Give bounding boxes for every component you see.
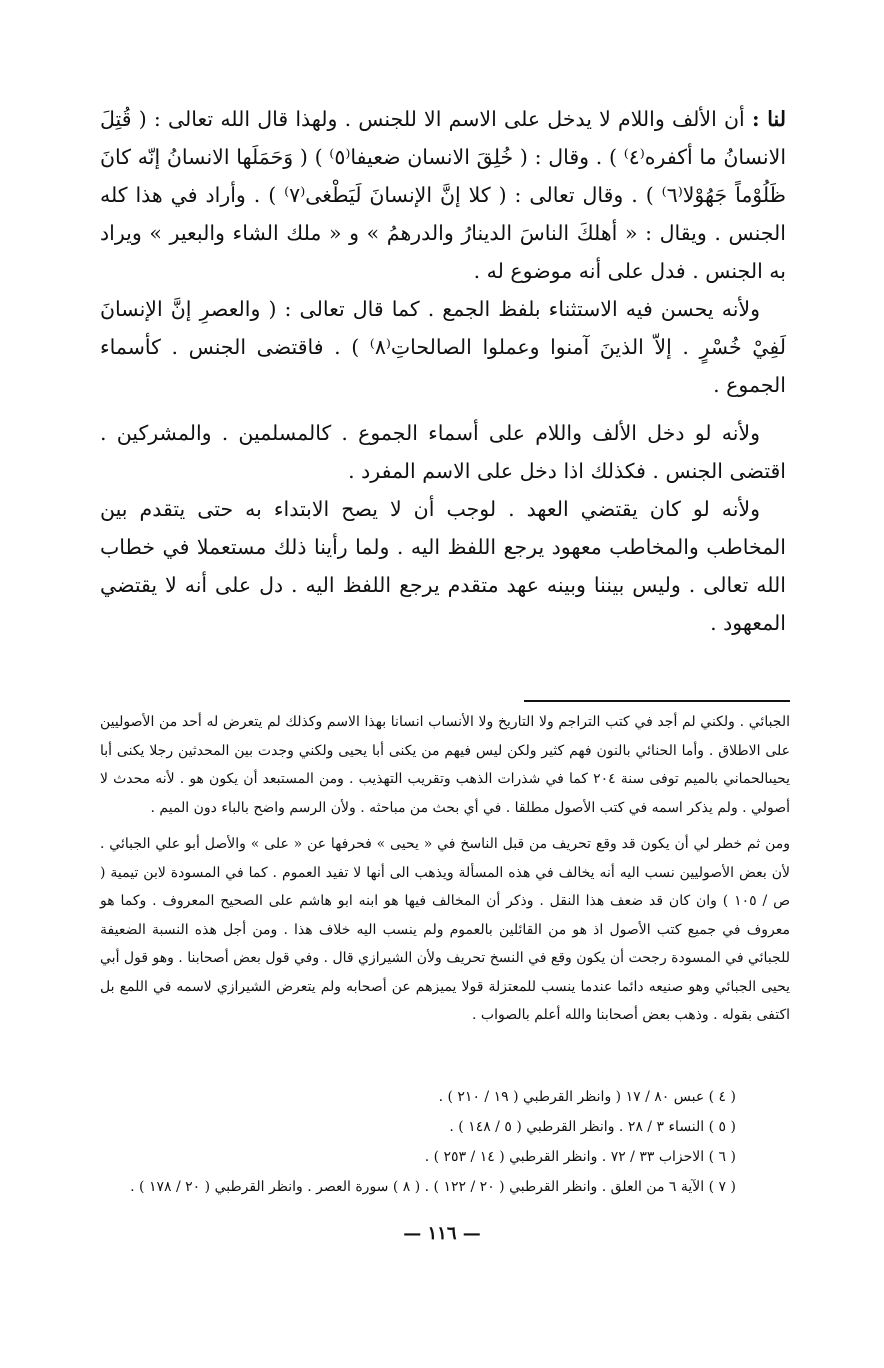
footnote-paragraph: ومن ثم خطر لي أن يكون قد وقع تحريف من قبل الناسخ في « يحيى » فحرفها عن « على » والأصل أبو علي الجبائي . لأن بعض الأصوليين نسب اليه أنه يخالف في هذه المسألة ويذهب الى أنها لا تفيد العموم . كما في المسودة لابن تيمية ( ص / ١٠٥ ) وان كان قد ضعف هذا النقل . وذكر أن المخالف فيها هو ابنه ابو هاشم على الصحيح المعروف . وكما هو معروف في جميع كتب الأصول اذ هو من القائلين بالعموم ولم ينسب اليه خلاف هذا . ومن أجل هذه النسبة الضعيفة للجبائي في المسودة رجحت أن يكون وقع في النسخ تحريف ولأن الشيرازي قال . وفي قول بعض أصحابنا . وهو قول أبي يحيى الجبائي وهو صنيعه دائما عندما ينسب للمعتزلة قولا يميزهم عن أصحابه ولم يتعرض الشيرازي لاسمه في اللمع بل اكتفى بقوله . وذهب بعض أصحابنا والله أعلم بالصواب . xyxy=(100,836,790,1023)
reference-notes xyxy=(100,1082,736,1202)
reference-note-6: ( ٦ ) الاحزاب ٣٣ / ٧٢ . وانظر القرطبي ( ١٤ / ٢٥٣ ) . xyxy=(424,1149,736,1165)
page-number: — ١١٦ — xyxy=(403,1223,481,1244)
footnote-separator xyxy=(524,700,790,702)
reference-note-5: ( ٥ ) النساء ٣ / ٢٨ . وانظر القرطبي ( ٥ / ١٤٨ ) . xyxy=(449,1119,736,1135)
footnotes xyxy=(100,708,790,1030)
reference-note-4: ( ٤ ) عبس ٨٠ / ١٧ ( وانظر القرطبي ( ١٩ / ٢١٠ ) . xyxy=(438,1089,736,1105)
paragraph-4: ولأنه لو كان يقتضي العهد . لوجب أن لا يصح الابتداء به حتى يتقدم بين المخاطب والمخاطب معهود يرجع اللفظ اليه . ولما رأينا ذلك مستعملا في خطاب الله تعالى . وليس بيننا وبينه عهد متقدم يرجع اللفظ اليه . دل على أنه لا يقتضي المعهود . xyxy=(100,497,786,635)
reference-note-7-8: ( ٧ ) الآية ٦ من العلق . وانظر القرطبي ( ٢٠ / ١٢٢ ) . ( ٨ ) سورة العصر . وانظر القرطبي ( ٢٠ / ١٧٨ ) . xyxy=(130,1179,736,1195)
paragraph-1-text: أن الألف واللام لا يدخل على الاسم الا للجنس . ولهذا قال الله تعالى : ( قُتِلَ الانسانُ ما أكفره⁽٤⁾ ) . وقال : ( خُلِقَ الانسان ضعيفا⁽٥⁾ ) ( وَحَمَلَها الانسانُ إنّه كانَ ظَلُوْماً جَهُوْلا⁽٦⁾ ) . وقال تعالى : ( كلا إنَّ الإنسانَ لَيَطْغى⁽٧⁾ ) . وأراد في هذا كله الجنس . ويقال : « أهلكَ الناسَ الدينارُ والدرهمُ » و « ملك الشاء والبعير » ويراد به الجنس . فدل على أنه موضوع له . xyxy=(100,107,787,283)
main-body-text xyxy=(100,100,786,642)
paragraph-1 xyxy=(100,100,786,290)
paragraph-2: ولأنه يحسن فيه الاستثناء بلفظ الجمع . كما قال تعالى : ( والعصرِ إنَّ الإنسانَ لَفِيْ خُسْرٍ . إلاّ الذينَ آمنوا وعملوا الصالحاتِ⁽٨⁾ ) . فاقتضى الجنس . كأسماء الجموع . xyxy=(100,297,786,397)
footnote-continuation: الجبائي . ولكني لم أجد في كتب التراجم ولا التاريخ ولا الأنساب انسانا بهذا الاسم وكذلك لم يتعرض له أحد من الأصوليين على الاطلاق . وأما الحنائي بالنون فهم كثير ولكن ليس فيهم من يكنى أبا يحيى ولكني وجدت بين المحدثين رجلا يكنى أبا يحيىالحماني بالميم توفى سنة ٢٠٤ كما في شذرات الذهب وتقريب التهذيب . ومن المستبعد أن يكون هو . لأنه محدث لا أصولي . ولم يذكر اسمه في كتب الأصول مطلقا . في أي بحث من مباحثه . ولأن الرسم واضح بالباء دون الميم . xyxy=(100,714,790,816)
paragraph-3: ولأنه لو دخل الألف واللام على أسماء الجموع . كالمسلمين . والمشركين . اقتضى الجنس . فكذلك اذا دخل على الاسم المفرد . xyxy=(100,421,786,483)
lead-word: لنا : xyxy=(751,107,786,131)
